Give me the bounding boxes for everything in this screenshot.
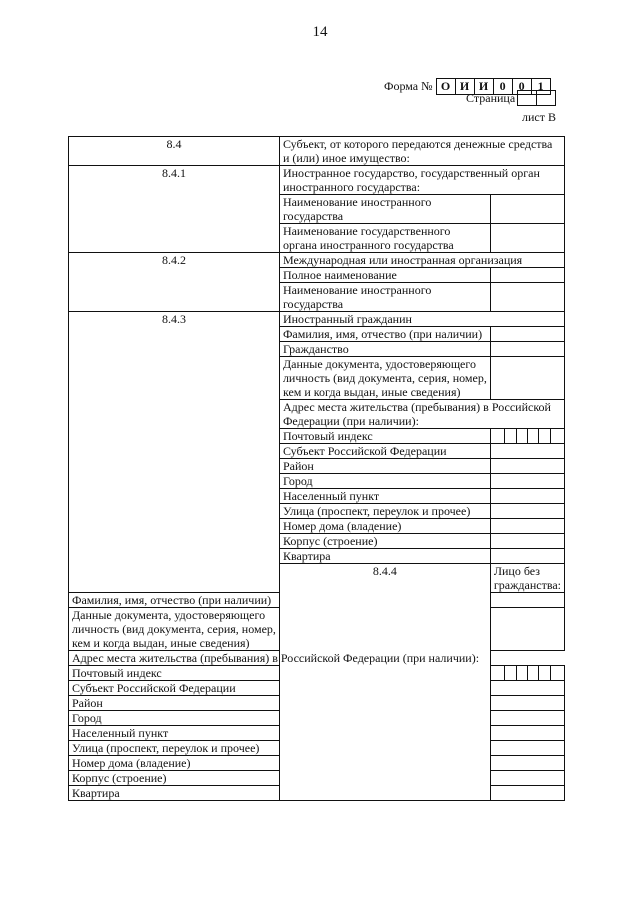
field-label: Наименование иностранного государства bbox=[279, 283, 490, 312]
field-label: Корпус (строение) bbox=[279, 534, 490, 549]
field-value[interactable] bbox=[490, 756, 564, 771]
section-title: Субъект, от которого передаются денежные средства и (или) иное имущество: bbox=[279, 137, 564, 166]
address-title: Адрес места жительства (пребывания) в Российской Федерации (при наличии): bbox=[69, 651, 491, 666]
field-label: Субъект Российской Федерации bbox=[69, 681, 280, 696]
section-number: 8.4.3 bbox=[69, 312, 280, 593]
field-label: Номер дома (владение) bbox=[279, 519, 490, 534]
field-value[interactable] bbox=[490, 696, 564, 711]
field-label: Город bbox=[69, 711, 280, 726]
section-title: Иностранный гражданин bbox=[279, 312, 564, 327]
field-label: Гражданство bbox=[279, 342, 490, 357]
field-value[interactable] bbox=[490, 549, 564, 564]
section-number: 8.4 bbox=[69, 137, 280, 166]
field-label: Район bbox=[279, 459, 490, 474]
field-value[interactable] bbox=[490, 519, 564, 534]
field-label: Населенный пункт bbox=[69, 726, 280, 741]
form-code-cell: 0 bbox=[512, 78, 532, 95]
field-value[interactable] bbox=[490, 342, 564, 357]
field-value[interactable] bbox=[490, 357, 564, 400]
postal-code-cells[interactable] bbox=[490, 429, 564, 444]
address-title-row bbox=[69, 651, 565, 666]
field-value[interactable] bbox=[490, 593, 564, 608]
field-value[interactable] bbox=[490, 224, 564, 253]
page-cell[interactable] bbox=[536, 90, 556, 106]
field-label: Данные документа, удостоверяющего личность (вид документа, серия, номер, кем и когда выдан, иные сведения) bbox=[69, 608, 280, 651]
field-label: Фамилия, имя, отчество (при наличии) bbox=[279, 327, 490, 342]
field-value[interactable] bbox=[490, 283, 564, 312]
field-value[interactable] bbox=[490, 474, 564, 489]
field-label: Почтовый индекс bbox=[279, 429, 490, 444]
field-value[interactable] bbox=[490, 608, 564, 651]
section-number: 8.4.2 bbox=[69, 253, 280, 312]
field-label: Район bbox=[69, 696, 280, 711]
form-code-cell: И bbox=[474, 78, 494, 95]
field-label: Полное наименование bbox=[279, 268, 490, 283]
section-title: Международная или иностранная организация bbox=[279, 253, 564, 268]
postal-code-cells[interactable] bbox=[490, 666, 564, 681]
page-label: Страница bbox=[466, 90, 516, 105]
section-row bbox=[69, 253, 565, 268]
section-title: Иностранное государство, государственный орган иностранного государства: bbox=[279, 166, 564, 195]
sheet-label: лист В bbox=[522, 110, 556, 124]
field-label: Улица (проспект, переулок и прочее) bbox=[279, 504, 490, 519]
field-value[interactable] bbox=[490, 786, 564, 801]
form-code-cell: О bbox=[436, 78, 456, 95]
field-value[interactable] bbox=[490, 268, 564, 283]
field-value[interactable] bbox=[490, 771, 564, 786]
field-label: Корпус (строение) bbox=[69, 771, 280, 786]
section-row bbox=[69, 166, 565, 195]
field-value[interactable] bbox=[490, 489, 564, 504]
section-number: 8.4.1 bbox=[69, 166, 280, 253]
field-label: Наименование иностранного государства bbox=[279, 195, 490, 224]
field-label: Фамилия, имя, отчество (при наличии) bbox=[69, 593, 280, 608]
field-value[interactable] bbox=[490, 681, 564, 696]
field-label: Данные документа, удостоверяющего личность (вид документа, серия, номер, кем и когда выдан, иные сведения) bbox=[279, 357, 490, 400]
field-label: Квартира bbox=[69, 786, 280, 801]
field-value[interactable] bbox=[490, 327, 564, 342]
field-label: Субъект Российской Федерации bbox=[279, 444, 490, 459]
field-value[interactable] bbox=[490, 726, 564, 741]
field-label: Город bbox=[279, 474, 490, 489]
page-cell[interactable] bbox=[517, 90, 537, 106]
form-table bbox=[68, 136, 565, 801]
address-title: Адрес места жительства (пребывания) в Российской Федерации (при наличии): bbox=[279, 400, 564, 429]
field-value[interactable] bbox=[490, 459, 564, 474]
section-number: 8.4.4 bbox=[279, 564, 490, 801]
form-number-label: Форма № bbox=[384, 79, 433, 93]
page-number: 14 bbox=[312, 24, 328, 40]
field-value[interactable] bbox=[490, 504, 564, 519]
field-label: Улица (проспект, переулок и прочее) bbox=[69, 741, 280, 756]
form-code-cell: 0 bbox=[493, 78, 513, 95]
page-field bbox=[466, 90, 556, 106]
section-row bbox=[69, 137, 565, 166]
field-label: Почтовый индекс bbox=[69, 666, 280, 681]
field-value[interactable] bbox=[490, 444, 564, 459]
field-label: Номер дома (владение) bbox=[69, 756, 280, 771]
field-value[interactable] bbox=[490, 711, 564, 726]
field-value[interactable] bbox=[490, 741, 564, 756]
field-label: Населенный пункт bbox=[279, 489, 490, 504]
field-value[interactable] bbox=[490, 195, 564, 224]
form-code-cell: И bbox=[455, 78, 475, 95]
field-label: Наименование государственного органа иностранного государства bbox=[279, 224, 490, 253]
field-label: Квартира bbox=[279, 549, 490, 564]
field-value[interactable] bbox=[490, 534, 564, 549]
section-title: Лицо без гражданства: bbox=[490, 564, 564, 593]
section-row bbox=[69, 312, 565, 327]
form-code-cell: 1 bbox=[531, 78, 551, 95]
